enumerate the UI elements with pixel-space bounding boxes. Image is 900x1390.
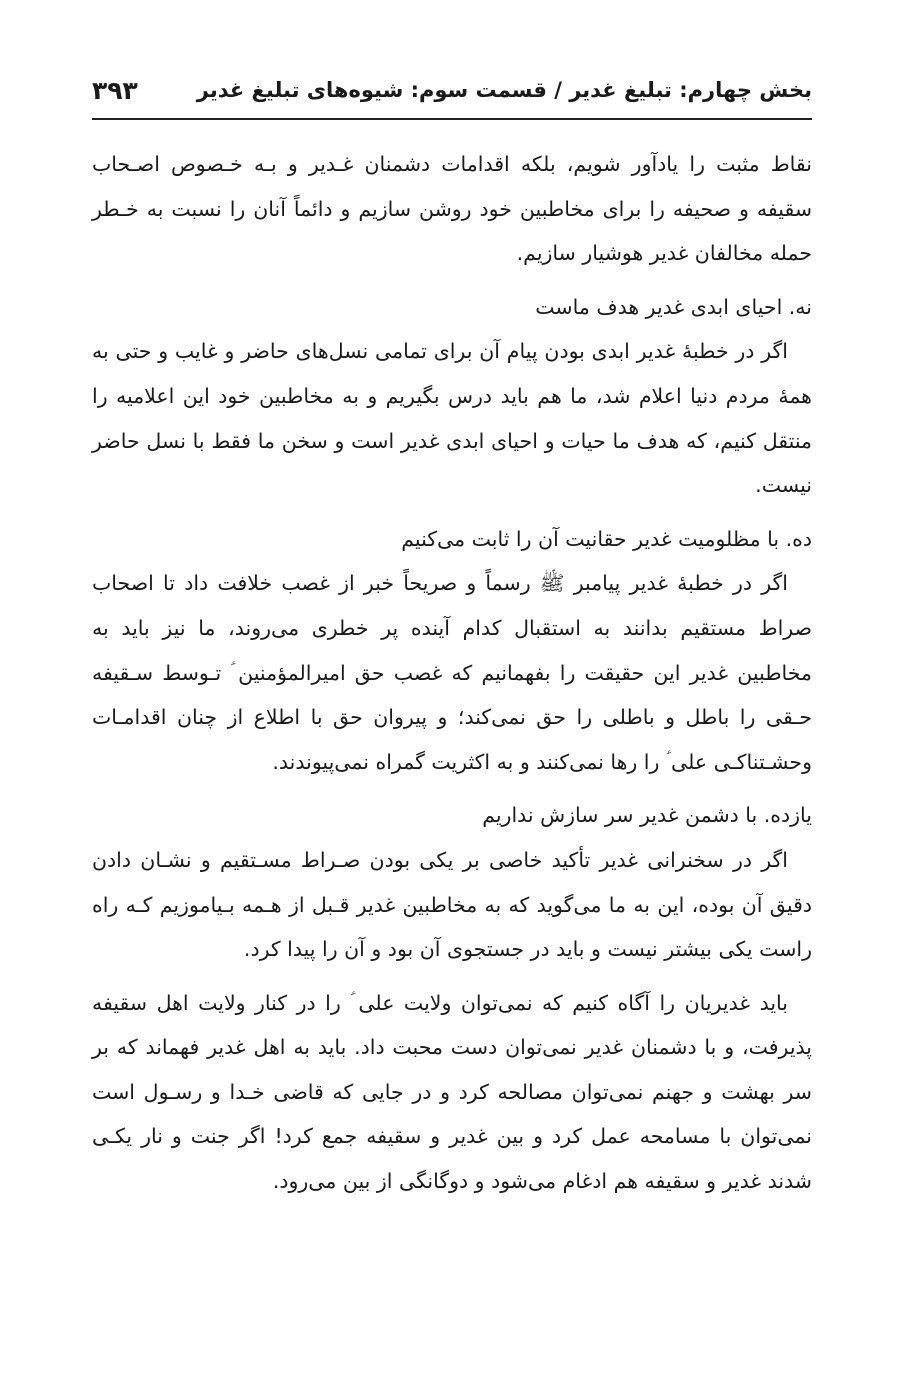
- paragraph-intro: نقاط مثبت را یادآور شویم، بلکه اقدامات دشمنان غـدیر و بـه خـصوص اصـحاب سقیفه و صحیفه را برای مخاطبین خود روشن سازیم و دائماً آنان را نسبت به خـطر حمله مخالفان غدیر هوشیار سازیم.: [92, 152, 812, 266]
- header-rule: [92, 118, 812, 120]
- paragraph-section-9: اگر در خطبهٔ غدیر ابدی بودن پیام آن برای تمامی نسل‌های حاضر و غایب و حتی به همهٔ مردم دنیا اعلام شد، ما هم باید درس بگیریم و به مخاطبین خود این اعلامیه را منتقل کنیم، که هدف ما حیات و احیای ابدی غدیر است و سخن ما فقط با نسل حاضر نیست.: [92, 339, 812, 498]
- section-heading-10: ده. با مظلومیت غدیر حقانیت آن را ثابت می‌کنیم: [401, 526, 812, 551]
- book-page: [92, 0, 812, 1390]
- running-header: [92, 72, 812, 108]
- paragraph-closing: باید غدیریان را آگاه کنیم که نمی‌توان ولایت علی ؑ را در کنار ولایت اهل سقیفه پذیرفت، و با دشمنان غدیر نمی‌توان دست محبت داد. باید به اهل غدیر فهماند که بر سر بهشت و جهنم نمی‌توان مصالحه کرد و در جایی که قاضی خـدا و رسـول است نمی‌توان با مسامحه عمل کرد و بین غدیر و سقیفه جمع کرد! اگر جنت و نار یکـی شدند غدیر و سقیفه هم ادغام می‌شود و دوگانگی از بین می‌رود.: [92, 990, 812, 1194]
- section-heading-11: یازده. با دشمن غدیر سر سازش نداریم: [482, 803, 812, 828]
- body-text: [92, 142, 812, 1204]
- section-heading-9: نه. احیای ابدی غدیر هدف ماست: [535, 294, 812, 319]
- running-title: بخش چهارم: تبلیغ غدیر / قسمت سوم: شیوه‌های تبلیغ غدیر: [196, 78, 812, 102]
- paragraph-section-11: اگر در سخنرانی غدیر تأکید خاصی بر یکی بودن صـراط مسـتقیم و نشـان دادن دقیق آن بوده، این به ما می‌گوید که به مخاطبین غدیر قـبل از هـمه بـیاموزیم کـه راه راست یکی بیشتر نیست و باید در جستجوی آن بود و آن را پیدا کرد.: [92, 847, 812, 962]
- page-number: ۳۹۳: [92, 75, 138, 105]
- paragraph-section-10: اگر در خطبهٔ غدیر پیامبر ﷺ رسماً و صریحاً خبر از غصب خلافت داد تا اصحاب صراط مستقیم بدانند به استقبال کدام آینده پر خطری می‌روند، ما نیز باید به مخاطبین غدیر این حقیقت را بفهمانیم که غصب حق امیرالمؤمنین ؑ تـوسط سـقیفه حـقی را باطل و باطلی را حق نمی‌کند؛ و پیروان حق با اطلاع از چنان اقدامـات وحشـتناکـی علی ؑ را رها نمی‌کنند و به اکثریت گمراه نمی‌پیوندند.: [92, 571, 812, 774]
